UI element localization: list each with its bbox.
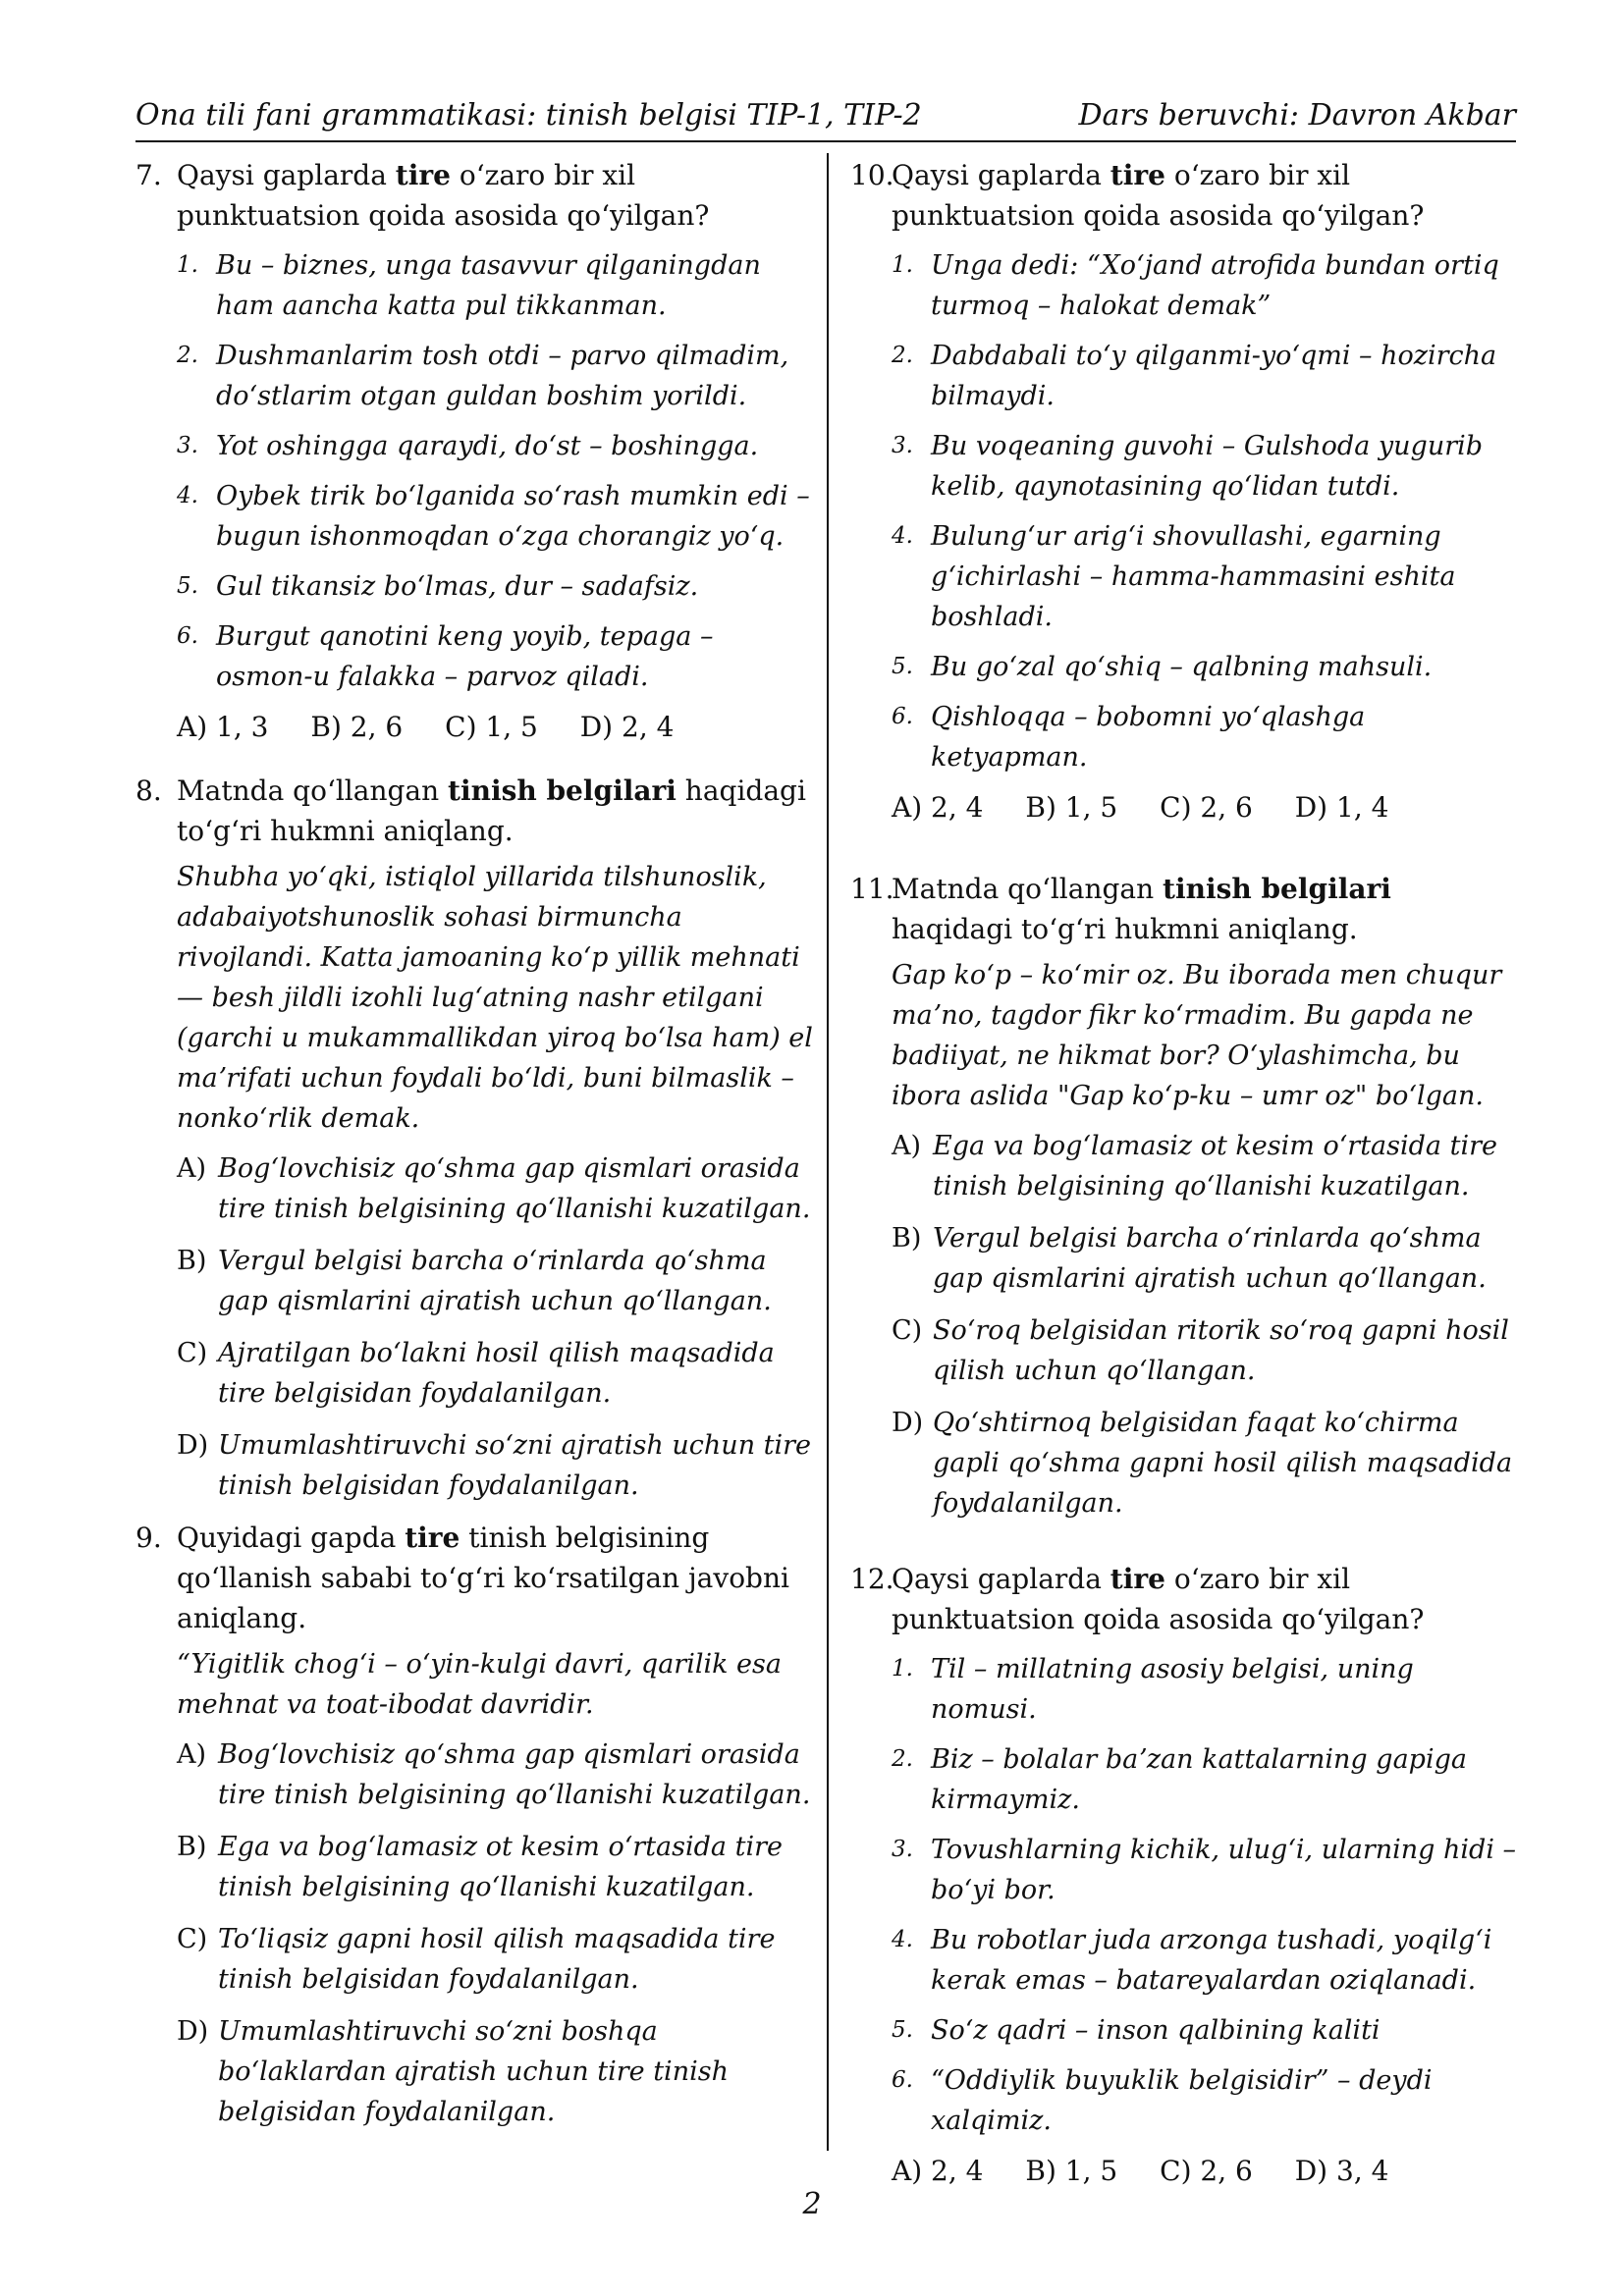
statement-item: 5. Bu goʻzal qoʻshiq – qalbning mahsuli. [892,652,1433,682]
question-text: Qaysi gaplarda tire oʻzaro bir xil punktuatsion qoida asosida qoʻyilgan? [177,159,710,232]
header-title: Ona tili fani grammatikasi: tinish belgisi TIP-1, TIP-2 [135,98,922,133]
statement-item: 1. Unga dedi: “Xoʻjand atrofida bundan ortiq turmoq – halokat demak” [892,250,1499,321]
statement-item: 5. Soʻz qadri – inson qalbining kaliti [892,2015,1380,2046]
option-d[interactable]: D) Umumlashtiruvchi soʻzni ajratish uchun tire tinish belgisidan foydalanilgan. [177,1430,812,1501]
question-11 [850,869,1518,1523]
option-c[interactable]: C) Soʻroq belgisidan ritorik soʻroq gapni hosil qilish uchun qoʻllangan. [892,1315,1509,1386]
passage-text: Gap koʻp – koʻmir oz. Bu iborada men chuqur maʼno, tagdor fikr koʻrmadim. Bu gapda ne badiiyat, ne hikmat bor? Oʻylashimcha, bu ibora aslida "Gap koʻp-ku – umr oz" boʻlgan. [892,960,1502,1111]
statement-item: 2. Biz – bolalar baʼzan kattalarning gapiga kirmaymiz. [892,1744,1467,1815]
choice-b[interactable]: B) 1, 5 [1025,2155,1118,2187]
choice-a[interactable]: A) 2, 4 [892,2155,984,2187]
option-a[interactable]: A) Ega va bogʻlamasiz ot kesim oʻrtasida tire tinish belgisining qoʻllanishi kuzatilgan. [892,1131,1497,1201]
statement-item: 5. Gul tikansiz boʻlmas, dur – sadafsiz. [177,571,699,602]
option-b[interactable]: B) Ega va bogʻlamasiz ot kesim oʻrtasida tire tinish belgisining qoʻllanishi kuzatilgan. [177,1832,783,1902]
question-7 [135,155,815,747]
question-10 [850,155,1518,828]
question-12 [850,1559,1518,2191]
option-d[interactable]: D) Qoʻshtirnoq belgisidan faqat koʻchirma gapli qoʻshma gapni hosil qilish maqsadida foydalanilgan. [892,1408,1513,1519]
answer-choices [177,707,815,747]
statement-item: 6. “Oddiylik buyuklik belgisidir” – deydi xalqimiz. [892,2065,1433,2136]
option-b[interactable]: B) Vergul belgisi barcha oʻrinlarda qoʻshma gap qismlarini ajratish uchun qoʻllangan. [177,1246,772,1316]
choice-d[interactable]: D) 1, 4 [1294,791,1389,824]
choice-d[interactable]: D) 2, 4 [579,711,675,743]
option-d[interactable]: D) Umumlashtiruvchi soʻzni boshqa boʻlaklardan ajratish uchun tire tinish belgisidan foydalanilgan. [177,2016,729,2127]
statement-item: 4. Oybek tirik boʻlganida soʻrash mumkin edi – bugun ishonmoqdan oʻzga chorangiz yoʻq. [177,481,810,552]
question-text: Matnda qoʻllangan tinish belgilari haqidagi toʻgʻri hukmni aniqlang. [177,774,806,847]
choice-c[interactable]: C) 2, 6 [1160,2155,1253,2187]
answer-options [177,1735,815,2132]
question-number: 8. [135,774,162,807]
right-column [850,153,1518,2191]
question-8 [135,771,815,1506]
choice-c[interactable]: C) 1, 5 [445,711,538,743]
statement-item: 3. Yot oshingga qaraydi, doʻst – boshingga. [177,431,759,461]
option-c[interactable]: C) Toʻliqsiz gapni hosil qilish maqsadida tire tinish belgisidan foydalanilgan. [177,1924,776,1995]
statement-item: 6. Qishloqqa – bobomni yoʻqlashga ketyapman. [892,702,1366,773]
statement-item: 4. Bu robotlar juda arzonga tushadi, yoqilgʻi kerak emas – batareyalardan oziqlanadi. [892,1925,1492,1996]
statement-list [177,245,815,697]
statement-item: 3. Tovushlarning kichik, ulugʻi, ularning hidi – boʻyi bor. [892,1835,1517,1905]
statement-list [892,245,1518,777]
question-number: 7. [135,159,162,191]
choice-b[interactable]: B) 2, 6 [310,711,404,743]
statement-list [892,1649,1518,2141]
option-a[interactable]: A) Bogʻlovchisiz qoʻshma gap qismlari orasida tire tinish belgisining qoʻllanishi kuzatilgan. [177,1153,811,1224]
answer-choices [892,787,1518,828]
statement-item: 6. Burgut qanotini keng yoyib, tepaga – osmon-u falakka – parvoz qiladi. [177,621,714,692]
statement-item: 3. Bu voqeaning guvohi – Gulshoda yugurib kelib, qaynotasining qoʻlidan tutdi. [892,431,1484,502]
answer-choices [892,2151,1518,2191]
header-rule [135,140,1516,142]
statement-item: 2. Dushmanlarim tosh otdi – parvo qilmadim, doʻstlarim otgan guldan boshim yorildi. [177,341,789,411]
passage-text: Shubha yoʻqki, istiqlol yillarida tilshunoslik, adabaiyotshunoslik sohasi birmuncha rivojlandi. Katta jamoaning koʻp yillik mehnati — besh jildli izohli lugʻatning nashr etilgani (garchi u mukammallikdan yiroq boʻlsa ham) el maʼrifati uchun foydali boʻldi, buni bilmaslik – nonkoʻrlik demak. [177,862,813,1134]
page-header [135,98,1516,143]
question-number: 10. [850,159,894,191]
question-text: Qaysi gaplarda tire oʻzaro bir xil punktuatsion qoida asosida qoʻyilgan? [892,159,1425,232]
header-teacher: Dars beruvchi: Davron Akbar [1078,98,1516,133]
left-column [135,153,815,2144]
statement-item: 1. Til – millatning asosiy belgisi, uning nomusi. [892,1654,1414,1725]
choice-d[interactable]: D) 3, 4 [1294,2155,1389,2187]
statement-item: 2. Dabdabali toʻy qilganmi-yoʻqmi – hozircha bilmaydi. [892,341,1497,411]
answer-options [892,1126,1518,1523]
option-c[interactable]: C) Ajratilgan boʻlakni hosil qilish maqsadida tire belgisidan foydalanilgan. [177,1338,775,1409]
page-number: 2 [802,2187,822,2221]
passage-text: “Yigitlik chogʻi – oʻyin-kulgi davri, qarilik esa mehnat va toat-ibodat davridir. [177,1649,782,1720]
answer-options [177,1148,815,1506]
question-text: Matnda qoʻllangan tinish belgilari haqidagi toʻgʻri hukmni aniqlang. [892,873,1391,945]
choice-b[interactable]: B) 1, 5 [1025,791,1118,824]
question-number: 12. [850,1563,894,1595]
choice-c[interactable]: C) 2, 6 [1160,791,1253,824]
choice-a[interactable]: A) 1, 3 [177,711,269,743]
statement-item: 1. Bu – biznes, unga tasavvur qilganingdan ham aancha katta pul tikkanman. [177,250,761,321]
question-number: 11. [850,873,894,905]
question-9 [135,1518,815,2132]
column-divider [827,153,829,2151]
option-a[interactable]: A) Bogʻlovchisiz qoʻshma gap qismlari orasida tire tinish belgisining qoʻllanishi kuzatilgan. [177,1739,811,1810]
question-text: Quyidagi gapda tire tinish belgisining qoʻllanish sababi toʻgʻri koʻrsatilgan javobni aniqlang. [177,1522,789,1634]
choice-a[interactable]: A) 2, 4 [892,791,984,824]
statement-item: 4. Bulungʻur arigʻi shovullashi, egarning gʻichirlashi – hamma-hammasini eshita boshladi. [892,521,1456,632]
option-b[interactable]: B) Vergul belgisi barcha oʻrinlarda qoʻshma gap qismlarini ajratish uchun qoʻllangan. [892,1223,1487,1294]
question-text: Qaysi gaplarda tire oʻzaro bir xil punktuatsion qoida asosida qoʻyilgan? [892,1563,1425,1635]
question-number: 9. [135,1522,162,1554]
